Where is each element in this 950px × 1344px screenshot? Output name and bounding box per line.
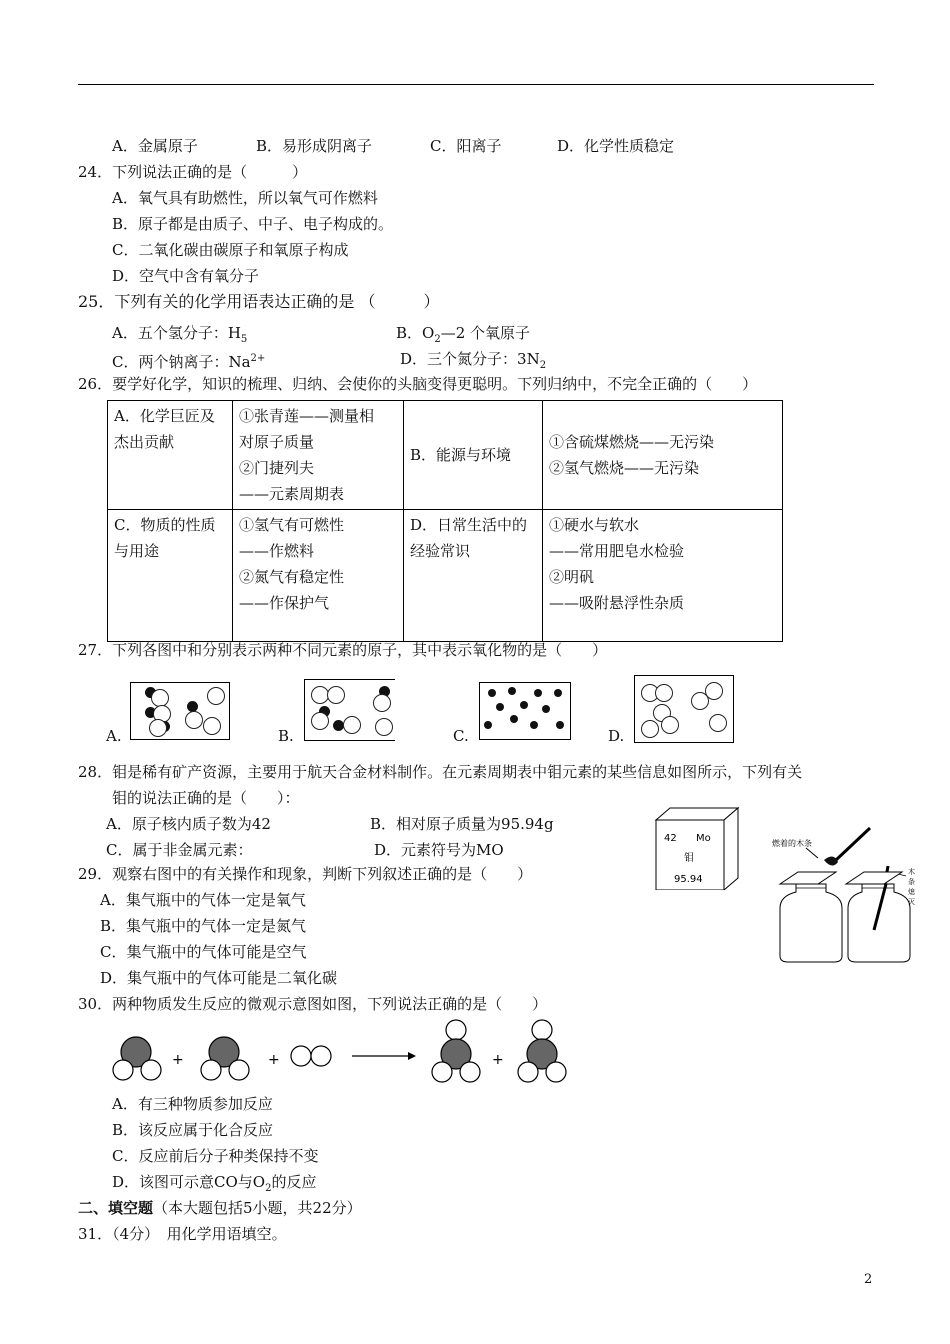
atom-open	[661, 716, 679, 734]
q28-stem-line2: 钼的说法正确的是（ ）：	[112, 789, 300, 807]
atom-open	[185, 711, 203, 729]
q28-option-c: C．属于非金属元素：	[106, 841, 253, 859]
atom-filled	[488, 689, 496, 697]
q24-option-c: C．二氧化碳由碳原子和氧原子构成	[112, 241, 349, 259]
q24-option-a: A．氧气具有助燃性，所以氧气可作燃料	[112, 189, 378, 207]
q27-label-c: C.	[453, 727, 469, 745]
table-row	[108, 510, 783, 642]
atom-open	[691, 692, 709, 710]
atom-filled	[520, 701, 528, 709]
svg-text:熄: 熄	[908, 888, 915, 896]
table-cell: ①张青莲——测量相 对原子质量 ②门捷列夫 ——元素周期表	[233, 401, 404, 510]
table-cell: D．日常生活中的 经验常识	[404, 510, 543, 642]
table-row	[108, 401, 783, 510]
q26-stem: 26．要学好化学，知识的梳理、归纳、会使你的头脑变得更聪明。下列归纳中，不完全正确的（ ）	[78, 375, 758, 393]
plus-sign: +	[268, 1052, 280, 1068]
q24-option-d: D．空气中含有氧分子	[112, 267, 260, 285]
q25-option-a: A．五个氢分子：$H_5$	[112, 324, 248, 345]
q28-option-a: A．原子核内质子数为42	[106, 815, 271, 833]
atom-filled	[496, 703, 504, 711]
q27-box-d	[634, 675, 734, 743]
page-number: 2	[864, 1272, 873, 1287]
q27-box-b	[304, 679, 395, 741]
header-rule	[78, 84, 874, 85]
section-heading: 二、填空题（本大题包括5小题，共22分）	[78, 1199, 362, 1217]
plus-sign: +	[172, 1052, 184, 1068]
svg-text:灭: 灭	[908, 898, 915, 906]
atom-filled	[510, 715, 518, 723]
reaction-diagram	[108, 1018, 578, 1090]
q29-stem: 29．观察右图中的有关操作和现象，判断下列叙述正确的是（ ）	[78, 865, 533, 883]
q25-stem: 25．下列有关的化学用语表达正确的是 （ ）	[78, 292, 440, 311]
q27-stem: 27．下列各图中和分别表示两种不同元素的原子，其中表示氧化物的是（ ）	[78, 641, 608, 659]
atom-open	[203, 717, 221, 735]
q25-option-c: C．两个钠离子：$Na^{2+}$	[112, 353, 266, 371]
table-cell: ①氢气有可燃性 ——作燃料 ②氮气有稳定性 ——作保护气	[233, 510, 404, 642]
q31-stem: 31．（4分） 用化学用语填空。	[78, 1225, 287, 1243]
q29-option-d: D．集气瓶中的气体可能是二氧化碳	[100, 969, 338, 987]
q23-option-d: D．化学性质稳定	[557, 137, 675, 155]
q27-box-a	[130, 682, 230, 740]
atom-open	[641, 720, 659, 738]
cell-atomic-number: 42	[664, 833, 677, 844]
q23-option-c: C．阳离子	[430, 137, 502, 155]
q23-option-a: A．金属原子	[112, 137, 198, 155]
atom-open	[343, 716, 361, 734]
cell-name: 钼	[684, 853, 694, 864]
atom-open	[311, 712, 329, 730]
atom-open	[709, 714, 727, 732]
q27-box-c	[479, 682, 571, 740]
atom-filled	[530, 721, 538, 729]
atom-open	[373, 694, 391, 712]
q25-option-d: D．三个氮分子：$3N_2$	[400, 350, 547, 371]
extinguished-label: 木	[908, 868, 915, 876]
q28-option-b: B．相对原子质量为95.94g	[370, 815, 554, 833]
atom-filled	[534, 689, 542, 697]
atom-open	[655, 684, 673, 702]
q30-option-a: A．有三种物质参加反应	[112, 1095, 273, 1113]
atom-filled	[484, 721, 492, 729]
q24-stem: 24．下列说法正确的是（ ）	[78, 163, 308, 181]
svg-text:条: 条	[908, 878, 915, 886]
atom-open	[149, 719, 167, 737]
table-cell: ①硬水与软水 ——常用肥皂水检验 ②明矾 ——吸附悬浮性杂质	[543, 510, 783, 642]
table-cell: A．化学巨匠及 杰出贡献	[108, 401, 233, 510]
table-cell: C．物质的性质 与用途	[108, 510, 233, 642]
atom-open	[327, 686, 345, 704]
q28-option-d: D．元素符号为MO	[374, 841, 504, 859]
q26-table	[107, 400, 783, 642]
q25-option-b: B．$O_2—2$ 个氧原子	[396, 324, 531, 345]
atom-filled	[542, 705, 550, 713]
gas-jar-figure	[766, 826, 926, 968]
atom-open	[207, 687, 225, 705]
q30-option-d: D．该图可示意CO与$O_2$的反应	[112, 1173, 317, 1194]
plus-sign: +	[492, 1052, 504, 1068]
atom-filled	[554, 689, 562, 697]
q29-option-c: C．集气瓶中的气体可能是空气	[100, 943, 307, 961]
q29-option-b: B．集气瓶中的气体一定是氮气	[100, 917, 307, 935]
table-cell: B．能源与环境	[404, 401, 543, 510]
atom-filled	[556, 721, 564, 729]
burning-stick-label: 燃着的木条	[772, 839, 812, 848]
atom-filled	[508, 687, 516, 695]
cell-mass: 95.94	[674, 874, 703, 885]
q30-option-c: C．反应前后分子种类保持不变	[112, 1147, 319, 1165]
q30-stem: 30．两种物质发生反应的微观示意图如图，下列说法正确的是（ ）	[78, 995, 548, 1013]
q30-option-b: B．该反应属于化合反应	[112, 1121, 274, 1139]
periodic-table-cell	[648, 806, 740, 890]
q24-option-b: B．原子都是由质子、中子、电子构成的。	[112, 215, 394, 233]
q27-label-d: D.	[608, 727, 625, 745]
table-cell: ①含硫煤燃烧——无污染 ②氢气燃烧——无污染	[543, 401, 783, 510]
q28-stem-line1: 28．钼是稀有矿产资源，主要用于航天合金材料制作。在元素周期表中钼元素的某些信息如图所示，下列有关	[78, 763, 803, 781]
q23-option-b: B．易形成阴离子	[256, 137, 373, 155]
q27-label-b: B.	[278, 727, 294, 745]
q27-label-a: A.	[106, 727, 122, 745]
q29-option-a: A．集气瓶中的气体一定是氧气	[100, 891, 306, 909]
atom-open	[375, 718, 393, 736]
cell-symbol: Mo	[696, 833, 711, 844]
